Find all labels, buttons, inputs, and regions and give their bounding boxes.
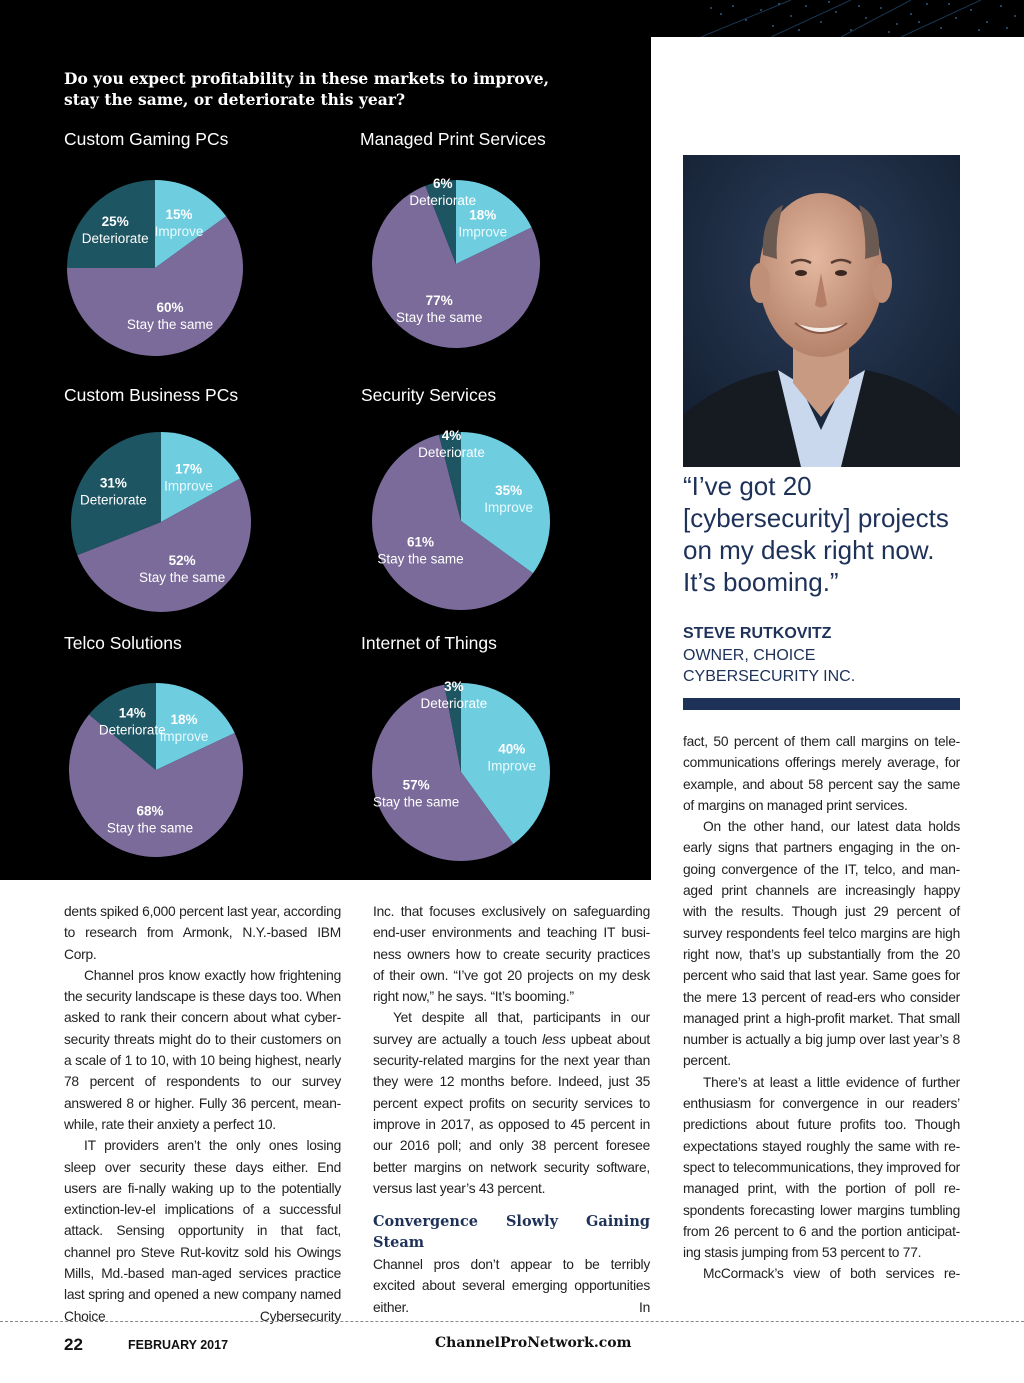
header-decoration (651, 0, 1024, 37)
author-name: STEVE RUTKOVITZ (683, 625, 832, 642)
portrait-illustration (683, 155, 960, 467)
pie-category-label: Deteriorate (420, 696, 488, 711)
digital-dots-graphic (651, 0, 1024, 37)
paragraph: On the other hand, our latest data holds early signs that partners engaging in the on-going convergence of the IT, telco, and man-aged print channels are increasingly happy with the results. Though just 29 percent of survey respondents feel telco margins are high right now, that’s up substantially from the 20 percent who said that last year. Same goes for the mere 13 percent of read-ers who consider managed print a high-profit market. That small number is actually a big jump over last year’s 8 percent. (683, 819, 960, 1069)
pie-value-label: 17% (174, 461, 203, 477)
chart-title: Security Services (361, 385, 497, 405)
chart-question-line2: stay the same, or deteriorate this year? (64, 90, 406, 109)
issue-date: FEBRUARY 2017 (128, 1338, 229, 1352)
page-number: 22 (64, 1335, 83, 1354)
pie-value-label: 15% (165, 207, 193, 222)
pie-value-label: 3% (444, 679, 464, 694)
pull-quote-line: It’s booming.” (683, 567, 839, 597)
pie-svg (69, 683, 243, 857)
pie-category-label: Stay the same (106, 820, 194, 836)
chart-title: Managed Print Services (360, 129, 546, 149)
pie-value-label: 77% (425, 293, 453, 308)
paragraph: McCormack’s view of both services re- (703, 1266, 960, 1282)
quote-divider-bar (683, 698, 960, 710)
pie-value-label: 18% (170, 711, 198, 727)
chart-question (64, 68, 624, 110)
pie-category-label: Stay the same (138, 569, 226, 585)
paragraph-text: Yet despite all that, participants in our survey are actually a touch (373, 1010, 650, 1047)
chart-title: Telco Solutions (64, 633, 182, 653)
pull-quote-line: on my desk right now. (683, 535, 935, 565)
paragraph: Channel pros don’t appear to be terribly excited about several emerging opportunities either. In (373, 1257, 650, 1315)
pie-category-label: Deteriorate (418, 445, 485, 460)
pie-category-label: Improve (487, 758, 537, 774)
pie-svg (68, 432, 254, 612)
emphasis-text: less (542, 1031, 566, 1047)
pie-category-label: Stay the same (372, 794, 460, 810)
pie-category-label: Improve (458, 224, 508, 240)
article-column-3 (683, 731, 960, 1285)
pie-category-label: Improve (154, 224, 204, 239)
pie-category-label: Stay the same (377, 551, 464, 567)
author-title-line2: CYBERSECURITY INC. (683, 668, 856, 685)
chart-title: Custom Business PCs (64, 385, 239, 405)
pie-value-label: 35% (495, 482, 523, 498)
pie-value-label: 61% (406, 534, 435, 550)
pie-value-label: 25% (101, 214, 129, 230)
paragraph: Inc. that focuses exclusively on safeguarding end-user environments and teaching IT busi-ness owners how to create security practices of their own. “I’ve got 20 projects on my desk right now,” he says. “It’s booming.” (373, 904, 650, 1005)
pie-category-label: Improve (484, 499, 533, 515)
pie-svg (372, 176, 540, 348)
pie-value-label: 4% (441, 428, 462, 443)
pull-quote-line: “I’ve got 20 (683, 471, 812, 501)
paragraph: IT providers aren’t the only ones losing sleep over security these days either. End users are fi-nally waking up to the potentially extinction-lev-el implications of a successful attack. Sensing opportunity in that fact, channel pro Steve Rut-kovitz sold his Owings Mills, Md.-based man-aged services practice last spring and opened a new company named Choice Cybersecurity (64, 1138, 341, 1324)
pie-svg (372, 428, 550, 610)
chart-question-line1: Do you expect profitability in these markets to improve, (64, 69, 549, 88)
pie-svg (66, 180, 244, 356)
paragraph: dents spiked 6,000 percent last year, according to research from Armonk, N.Y.-based IBM Corp. (64, 904, 341, 962)
pie-value-label: 31% (99, 475, 127, 491)
footer-website: ChannelProNetwork.com (435, 1335, 632, 1351)
pie-category-label: Deteriorate (81, 231, 149, 247)
paragraph: There’s at least a little evidence of further enthusiasm for convergence in our readers’ predictions about future profits too. Though expectations stayed roughly the same with re-spect to telecommunications, they improved for managed print, with the portion of poll re-spondents forecasting lower margins tumbling from 26 percent to 6 and the portion anticipat-ing stasis jumping from 53 percent to 77. (683, 1074, 960, 1261)
pie-category-label: Improve (159, 728, 209, 744)
pie-value-label: 6% (433, 176, 453, 191)
pie-category-label: Stay the same (126, 317, 214, 332)
pie-value-label: 14% (118, 705, 146, 721)
quote-attribution (683, 623, 973, 688)
pie-category-label: Deteriorate (80, 492, 147, 508)
pie-value-label: 18% (469, 207, 497, 223)
chart-title: Custom Gaming PCs (64, 129, 229, 149)
chart-title: Internet of Things (361, 633, 497, 653)
author-title-line1: OWNER, CHOICE (683, 646, 816, 664)
pie-category-label: Deteriorate (98, 722, 166, 738)
pie-value-label: 52% (168, 552, 196, 568)
pie-svg (372, 679, 550, 861)
paragraph: fact, 50 percent of them call margins on tele-communications offerings merely average, for example, and about 58 percent say the same of margins on managed print services. (683, 734, 960, 813)
pull-quote (683, 470, 983, 598)
pie-category-label: Deteriorate (409, 193, 477, 208)
pie-value-label: 60% (156, 300, 184, 315)
portrait-photo (683, 155, 960, 467)
paragraph (373, 1007, 650, 1199)
section-subhead: Convergence Slowly Gaining Steam (373, 1213, 650, 1252)
footer-divider (0, 1321, 1024, 1322)
article-column-2 (373, 901, 650, 1318)
paragraph-text: upbeat about security-related margins for the next year than they were 12 months before. Indeed, just 35 percent expect profits on security services to improve in 2017, as opposed to 45 percent in our 2016 poll; and only 38 percent foresee better margins on network security software, versus last year’s 43 percent. (373, 1031, 650, 1196)
pie-value-label: 57% (402, 777, 430, 793)
pie-category-label: Improve (164, 478, 213, 494)
pie-value-label: 68% (136, 803, 164, 819)
paragraph: Channel pros know exactly how frightening the security landscape is these days too. When asked to rank their concern about what cyber-security threats might do to their customers on a scale of 1 to 10, with 10 being highest, nearly 78 percent of respondents to our survey answered 8 or higher. Fully 36 percent, mean-while, rate their anxiety a perfect 10. (64, 967, 341, 1132)
pull-quote-line: [cybersecurity] projects (683, 503, 949, 533)
pie-category-label: Stay the same (396, 310, 483, 325)
article-column-1 (64, 901, 341, 1327)
pie-value-label: 40% (498, 741, 526, 757)
